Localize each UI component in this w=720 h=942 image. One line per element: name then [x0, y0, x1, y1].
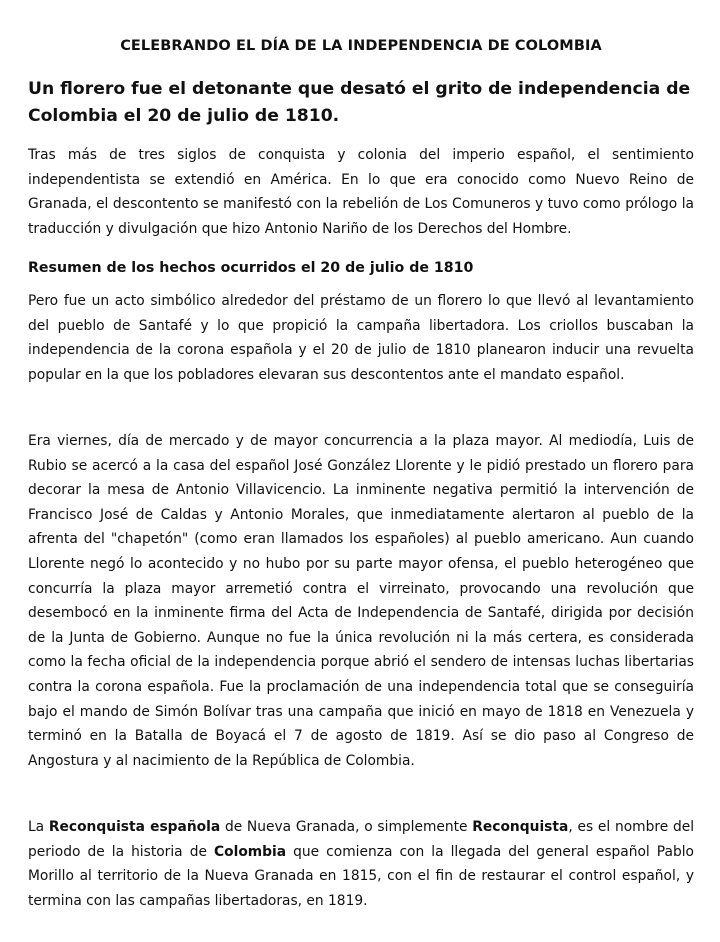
reconquista-text-2: de Nueva Granada, o simplemente: [220, 819, 473, 835]
reconquista-bold-1: Reconquista española: [48, 819, 221, 835]
section-subheading: Resumen de los hechos ocurridos el 20 de julio de 1810: [28, 260, 474, 276]
events-paragraph: Era viernes, día de mercado y de mayor concurrencia a la plaza mayor. Al mediodía, Luis de Rubio se acercó a la casa del español José González Llorente y le pidió prestado un florero para decorar la mesa de Antonio Villavicencio. La inminente negativa permitió la intervención de Francisco José de Caldas y Antonio Morales, que inmediatamente alertaron al pueblo de la afrenta del "chapetón" (como eran llamados los españoles) al pueblo americano. Aun cuando Llorente negó lo acontecido y no hubo por su parte mayor ofensa, el pueblo heterogéneo que concurría la plaza mayor arremetió contra el virreinato, provocando una revolución que desembocó en la inminente firma del Acta de Independencia de Santafé, dirigida por decisión de la Junta de Gobierno. Aunque no fue la única revolución ni la más certera, es considerada como la fecha oficial de la independencia porque abrió el sendero de intensas luchas libertarias contra la corona española. Fue la proclamación de una independencia total que se conseguiría bajo el mando de Simón Bolívar tras una campaña que inició en mayo de 1818 en Venezuela y terminó en la Batalla de Boyacá el 7 de agosto de 1819. Así se dio paso al Congreso de Angostura y al nacimiento de la República de Colombia.: [28, 433, 694, 769]
intro-paragraph: Tras más de tres siglos de conquista y colonia del imperio español, el sentimiento independentista se extendió en América. En lo que era conocido como Nuevo Reino de Granada, el descontento se manifestó con la rebelión de Los Comuneros y tuvo como prólogo la traducción y divulgación que hizo Antonio Nariño de los Derechos del Hombre.: [28, 147, 694, 237]
headline: Un florero fue el detonante que desató el grito de independencia de Colombia el 20 de julio de 1810.: [28, 79, 691, 126]
reconquista-paragraph: [28, 815, 694, 913]
reconquista-bold-2: Reconquista: [472, 819, 569, 835]
document-title: CELEBRANDO EL DÍA DE LA INDEPENDENCIA DE COLOMBIA: [120, 38, 602, 54]
summary-paragraph: Pero fue un acto simbólico alrededor del préstamo de un florero lo que llevó al levantamiento del pueblo de Santafé y lo que propició la campaña libertadora. Los criollos buscaban la independencia de la corona española y el 20 de julio de 1810 planearon inducir una revuelta popular en la que los pobladores elevaran sus descontentos ante el mandato español.: [28, 293, 694, 383]
reconquista-text-3: , es el nombre del periodo de la historia de: [28, 819, 695, 860]
reconquista-bold-3: Colombia: [213, 843, 287, 860]
reconquista-text-1: La: [28, 819, 49, 835]
document-page: [28, 0, 694, 942]
reconquista-text-4: que comienza con la llegada del general español Pablo Morillo al territorio de la Nueva Granada en 1815, con el fin de restaurar el control español, y termina con las campañas libertadoras, en 1819.: [28, 843, 694, 909]
